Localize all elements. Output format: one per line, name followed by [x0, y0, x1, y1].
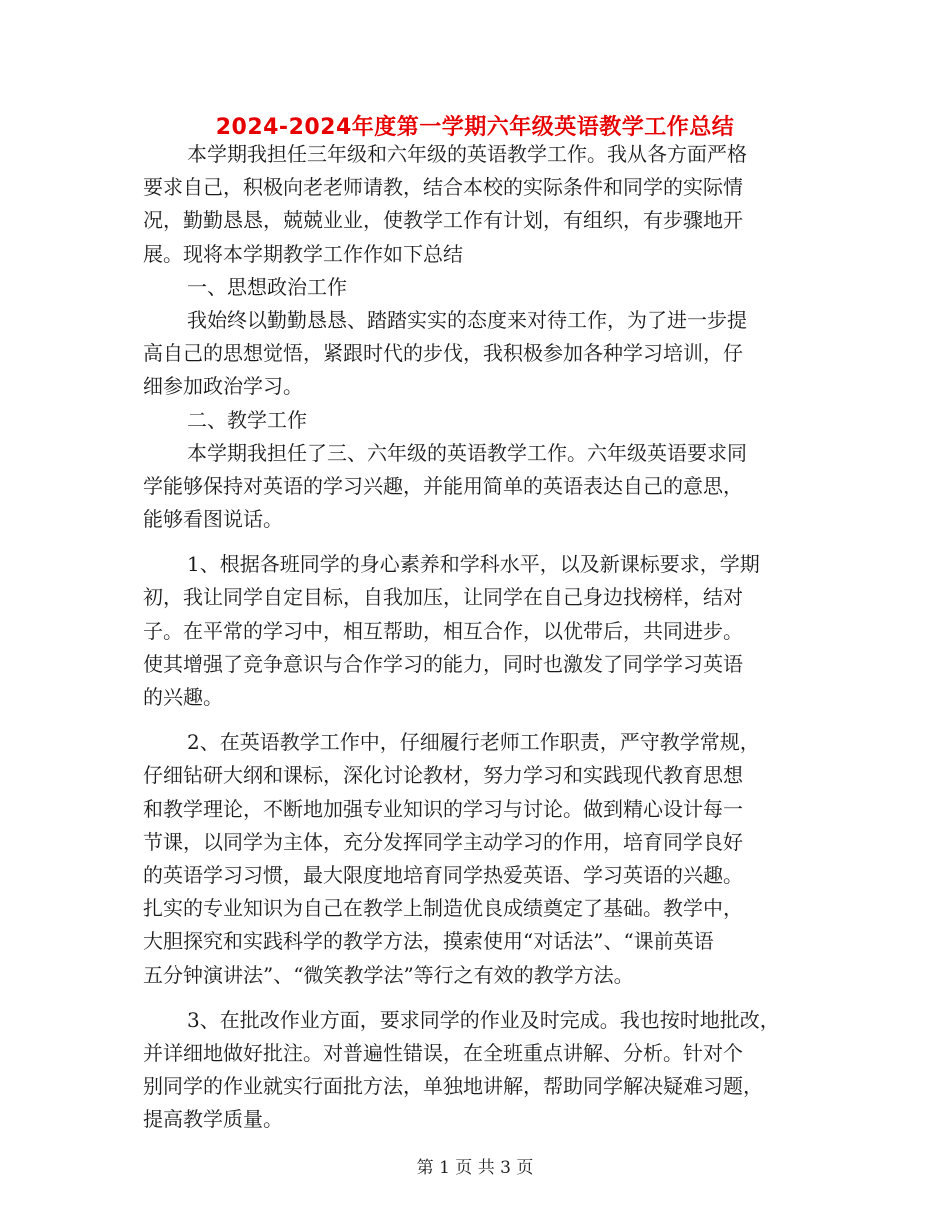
document-body: [143, 138, 813, 1136]
document-title: 2024-2024年度第一学期六年级英语教学工作总结: [215, 115, 735, 140]
paragraph-line: 3、在批改作业方面，要求同学的作业及时完成。我也按时地批改，: [187, 1007, 780, 1032]
section-heading: 二、教学工作: [187, 407, 307, 432]
paragraph-line: 并详细地做好批注。对普遍性错误，在全班重点讲解、分析。针对个: [143, 1040, 743, 1065]
paragraph-line: 学能够保持对英语的学习兴趣，并能用简单的英语表达自己的意思，: [143, 473, 743, 498]
paragraph-line: 子。在平常的学习中，相互帮助，相互合作，以优带后，共同进步。: [143, 618, 743, 643]
paragraph-line: 能够看图说话。: [143, 507, 283, 532]
paragraph-line: 使其增强了竞争意识与合作学习的能力，同时也激发了同学学习英语: [143, 651, 743, 676]
paragraph-line: 提高教学质量。: [143, 1107, 283, 1132]
paragraph-line: 展。现将本学期教学工作作如下总结: [143, 241, 463, 266]
paragraph-line: 高自己的思想觉悟，紧跟时代的步伐，我积极参加各种学习培训，仔: [143, 341, 743, 366]
paragraph-line: 初，我让同学自定目标，自我加压，让同学在自己身边找榜样，结对: [143, 585, 743, 610]
paragraph-line: 和教学理论，不断地加强专业知识的学习与讨论。做到精心设计每一: [143, 796, 743, 821]
page-number-footer: 第 1 页 共 3 页: [416, 1158, 534, 1178]
paragraph-line: 1、根据各班同学的身心素养和学科水平，以及新课标要求，学期: [187, 552, 760, 577]
paragraph-line: 五分钟演讲法”、“微笑教学法”等行之有效的教学方法。: [143, 962, 634, 987]
paragraph-line: 本学期我担任三年级和六年级的英语教学工作。我从各方面严格: [187, 142, 747, 166]
paragraph-line: 的英语学习习惯，最大限度地培育同学热爱英语、学习英语的兴趣。: [143, 862, 743, 887]
paragraph-line: 别同学的作业就实行面批方法，单独地讲解，帮助同学解决疑难习题，: [143, 1074, 763, 1099]
paragraph-line: 本学期我担任了三、六年级的英语教学工作。六年级英语要求同: [187, 440, 747, 465]
paragraph-line: 细参加政治学习。: [143, 374, 303, 399]
paragraph-line: 2、在英语教学工作中，仔细履行老师工作职责，严守教学常规，: [187, 730, 760, 755]
paragraph-line: 大胆探究和实践科学的教学方法，摸索使用“对话法”、“课前英语: [143, 929, 714, 954]
paragraph-line: 节课，以同学为主体，充分发挥同学主动学习的作用，培育同学良好: [143, 829, 743, 854]
section-heading: 一、思想政治工作: [187, 274, 347, 299]
paragraph-line: 扎实的专业知识为自己在教学上制造优良成绩奠定了基础。教学中，: [143, 896, 743, 921]
paragraph-line: 我始终以勤勤恳恳、踏踏实实的态度来对待工作，为了进一步提: [187, 307, 747, 332]
paragraph-line: 况，勤勤恳恳，兢兢业业，使教学工作有计划，有组织，有步骤地开: [143, 208, 743, 233]
paragraph-line: 的兴趣。: [143, 685, 223, 709]
paragraph-line: 仔细钻研大纲和课标，深化讨论教材，努力学习和实践现代教育思想: [143, 763, 743, 788]
paragraph-line: 要求自己，积极向老老师请教，结合本校的实际条件和同学的实际情: [143, 175, 743, 200]
